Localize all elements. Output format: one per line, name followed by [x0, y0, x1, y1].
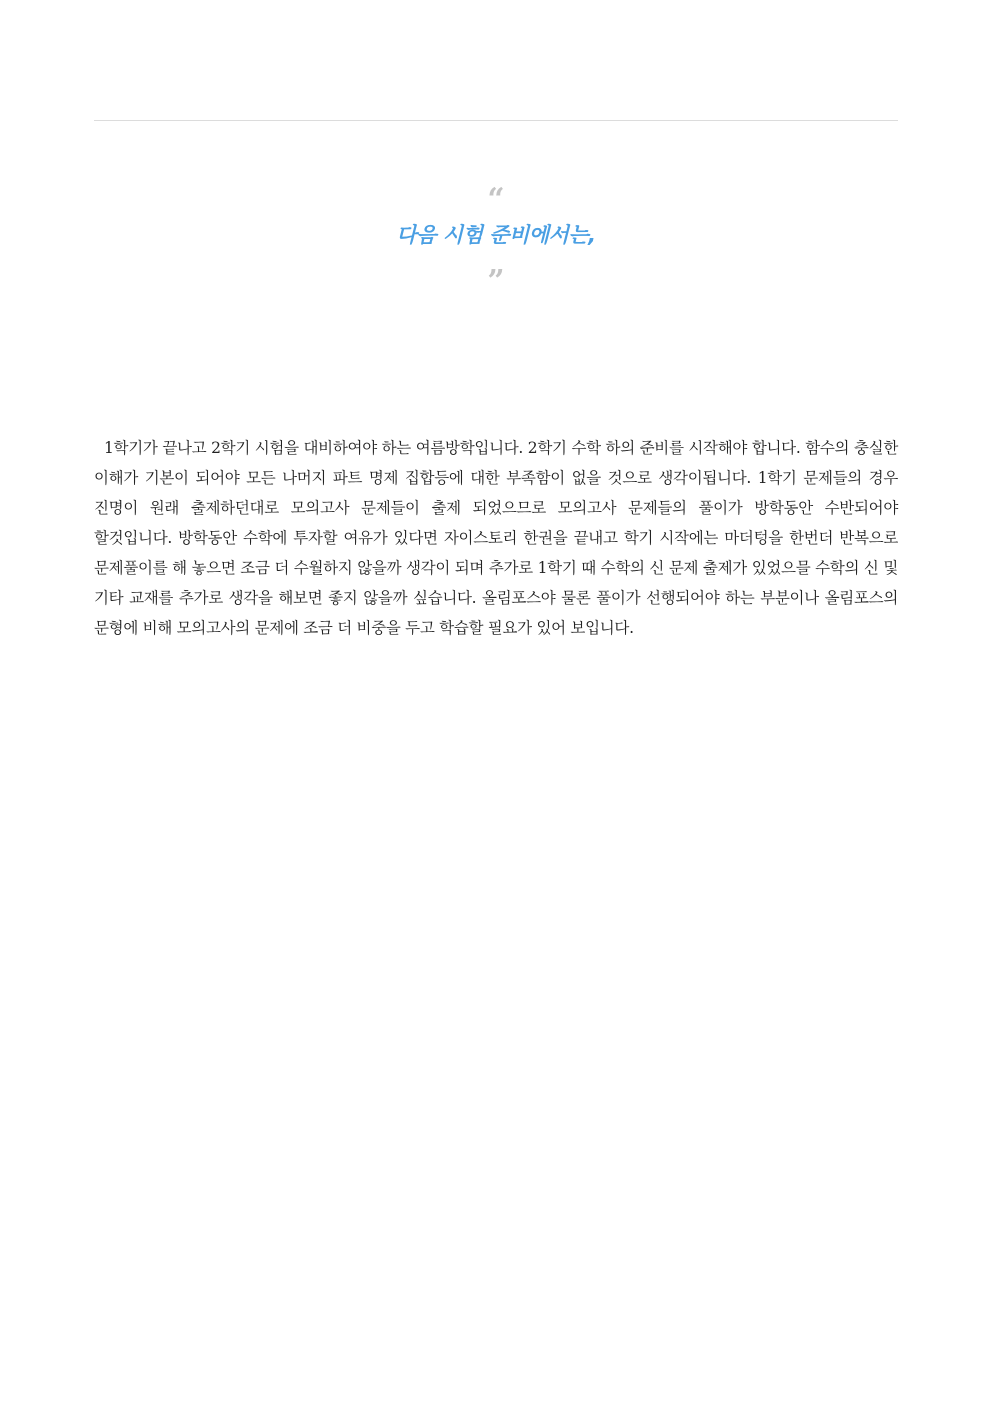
close-quote-icon: ” — [487, 267, 505, 293]
quote-title: 다음 시험 준비에서는, — [396, 223, 596, 247]
open-quote-icon: “ — [487, 185, 505, 211]
body-paragraph: 1학기가 끝나고 2학기 시험을 대비하여야 하는 여름방학입니다. 2학기 수학 하의 준비를 시작해야 합니다. 함수의 충실한 이해가 기본이 되어야 모든 나머지 파트 명제 집합등에 대한 부족함이 없을 것으로 생각이됩니다. 1학기 문제들의 경우 진명이 원래 출제하던대로 모의고사 문제들이 출제 되었으므로 모의고사 문제들의 풀이가 방학동안 수반되어야 할것입니다. 방학동안 수학에 투자할 여유가 있다면 자이스토리 한권을 끝내고 학기 시작에는 마더텅을 한번더 반복으로 문제풀이를 해 놓으면 조금 더 수월하지 않을까 생각이 되며 추가로 1학기 때 수학의 신 문제 출제가 있었으믈 수학의 신 및 기타 교재를 추가로 생각을 해보면 좋지 않을까 싶습니다. 올림포스야 물론 풀이가 선행되어야 하는 부분이나 올림포스의 문형에 비해 모의고사의 문제에 조금 더 비중을 두고 학습할 필요가 있어 보입니다. — [94, 439, 898, 637]
top-divider — [94, 120, 898, 121]
pull-quote — [94, 185, 898, 293]
